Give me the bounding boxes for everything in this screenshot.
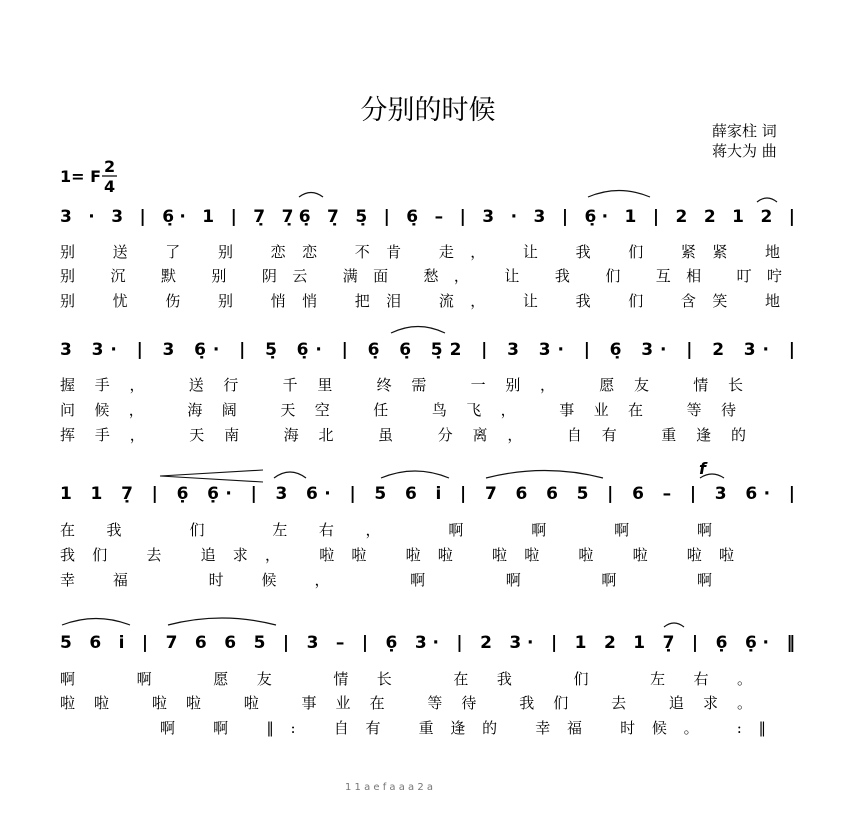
system-row-2 bbox=[60, 327, 795, 445]
lyrics-row-2-verse-1: 握手， 送行 千里 终需 一别， 愿友 情长 bbox=[60, 376, 743, 394]
dynamic-forte: f bbox=[699, 459, 706, 478]
slur bbox=[757, 198, 777, 202]
lyrics-row-2-verse-2: 问候， 海阔 天空 任 鸟飞， 事业在 等待 bbox=[60, 401, 737, 419]
notes-row-3: 1 1 7̣ | 6̣ 6̣· | 3 6· | 5 6 i | 7 6 6 5 | 6 – | 3 6· | bbox=[60, 484, 795, 504]
lyrics-row-4-verse-1: 啊 啊 愿友 情长 在我 们 左右。 bbox=[60, 670, 753, 688]
system-row-3 bbox=[60, 459, 795, 589]
key-signature: 1= F bbox=[60, 167, 102, 186]
lyrics-row-1-verse-2: 别 沉 默 别 阴云 满面 愁， 让 我 们 互相 叮咛 bbox=[60, 267, 782, 285]
lyrics-row-3-verse-1: 在我 们 左右， 啊 啊 啊 啊 bbox=[60, 521, 713, 539]
song-title: 分别的时候 bbox=[360, 95, 496, 126]
lyrics-row-2-verse-3: 挥手， 天南 海北 虽 分离， 自有 重逢的 bbox=[60, 426, 746, 444]
notes-row-1: 3 · 3 | 6̣· 1 | 7̣ 7̣6̣ 7̣ 5̣ | 6̣ – | 3 · 3 | 6̣· 1 | 2 2 1 2 | bbox=[60, 207, 795, 227]
composer-credit: 蒋大为 曲 bbox=[712, 142, 777, 160]
system-row-1 bbox=[60, 191, 795, 311]
slur bbox=[588, 191, 650, 198]
lyrics-row-3-verse-2: 我们 去 追求， 啦啦 啦啦 啦啦 啦 啦 啦啦 bbox=[60, 546, 734, 564]
slur bbox=[299, 193, 323, 198]
system-row-4 bbox=[60, 618, 795, 737]
lyrics-row-1-verse-1: 别 送 了 别 恋恋 不肯 走， 让 我 们 紧紧 地 bbox=[60, 243, 780, 261]
watermark-text: 1 1 a e f a a a 2 a bbox=[345, 782, 434, 793]
decrescendo-line bbox=[160, 470, 263, 476]
slur bbox=[168, 618, 276, 625]
slur bbox=[381, 471, 449, 478]
lyrics-row-4-verse-2: 啦啦 啦啦 啦 事业在 等待 我们 去 追求。 bbox=[60, 694, 752, 712]
slur bbox=[62, 619, 130, 626]
notes-row-4: 5 6 i | 7 6 6 5 | 3 – | 6̣ 3· | 2 3· | 1 2 1 7̣ | 6̣ 6̣· ‖ bbox=[60, 633, 795, 653]
slur bbox=[391, 327, 445, 334]
time-signature-top: 2 bbox=[104, 157, 116, 176]
time-signature-bottom: 4 bbox=[104, 177, 116, 196]
lyricist-credit: 薛家柱 词 bbox=[712, 122, 777, 140]
lyrics-row-3-verse-3: 幸福 时候， 啊 啊 啊 啊 bbox=[60, 571, 712, 589]
decrescendo-line bbox=[160, 476, 263, 482]
notes-row-2: 3 3· | 3 6̣· | 5̣ 6̣· | 6̣ 6̣ 5̣2 | 3 3· | 6̣ 3· | 2 3· | bbox=[60, 340, 795, 360]
lyrics-row-1-verse-3: 别 忧 伤 别 悄悄 把泪 流， 让 我 们 含笑 地 bbox=[60, 292, 780, 310]
slur bbox=[274, 472, 306, 478]
slur bbox=[486, 471, 603, 479]
lyrics-row-4-verse-3: 啊 啊 ‖: 自有 重逢的 幸福 时候。 :‖ bbox=[160, 719, 766, 737]
slur bbox=[664, 623, 684, 627]
